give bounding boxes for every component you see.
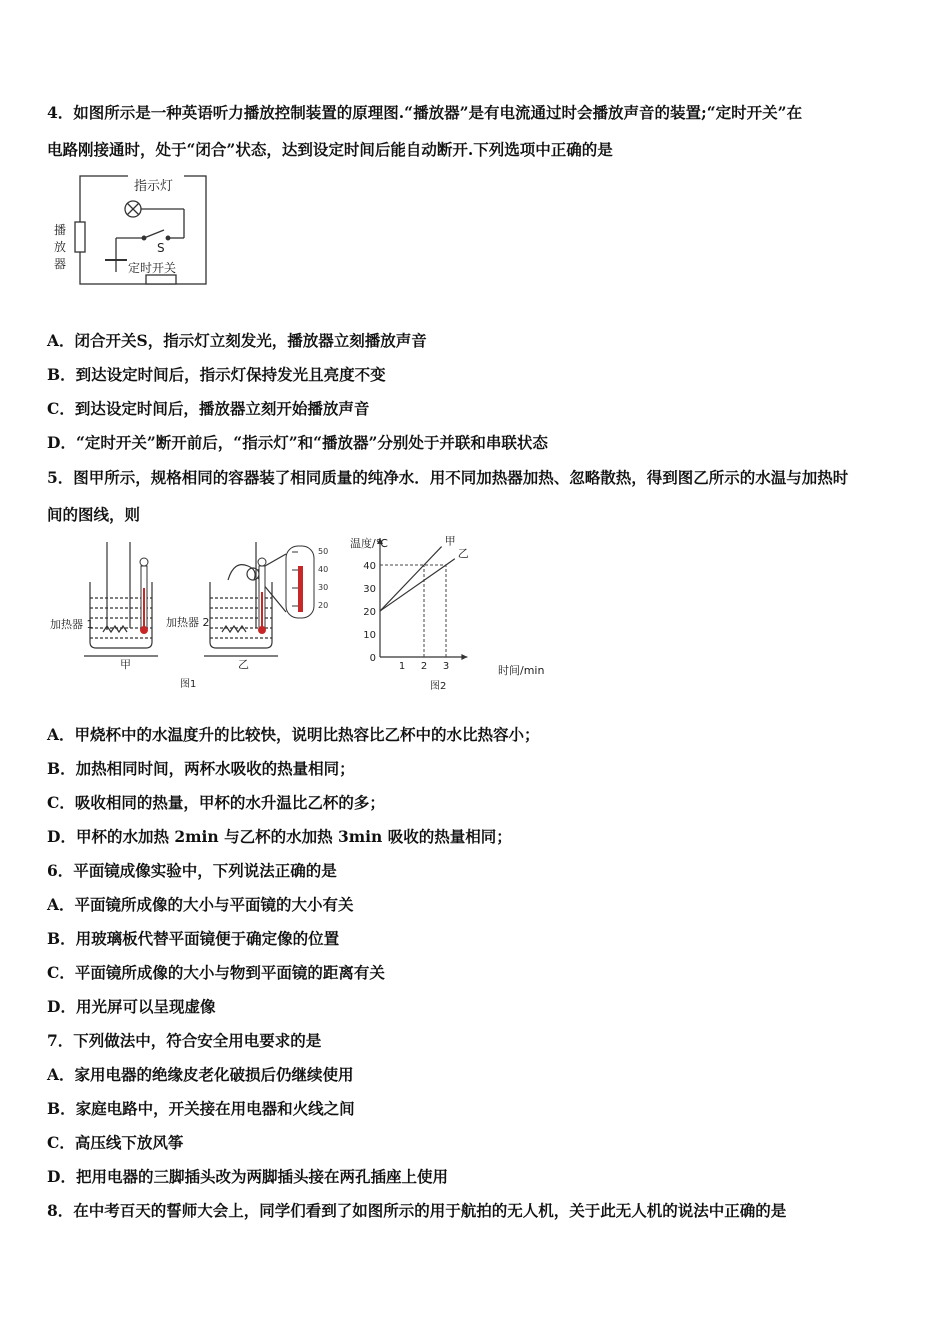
q6-option-a: A．平面镜所成像的大小与平面镜的大小有关 [47,895,354,914]
q4-option-a: A．闭合开关S，指示灯立刻发光，播放器立刻播放声音 [47,331,427,350]
q7-option-c: C．高压线下放风筝 [47,1133,184,1152]
q7-option-d: D．把用电器的三脚插头改为两脚插头接在两孔插座上使用 [47,1167,448,1186]
q4-option-d: D．“定时开关”断开前后，“指示灯”和“播放器”分别处于并联和串联状态 [47,433,548,452]
chart-y-tick-20: 20 [363,607,376,618]
q5-option-b: B．加热相同时间，两杯水吸收的热量相同； [47,759,355,778]
chart-y-tick-30: 30 [363,584,376,595]
q6-option-d: D．用光屏可以呈现虚像 [47,997,216,1016]
q5-option-d: D．甲杯的水加热 2min 与乙杯的水加热 3min 吸收的热量相同； [47,827,512,846]
player-char-2: 放 [54,240,67,254]
chart-y-tick-40: 40 [363,561,376,572]
q7-stem: 7．下列做法中，符合安全用电要求的是 [47,1031,322,1050]
chart-y-tick-10: 10 [363,630,376,641]
q6-stem: 6．平面镜成像实验中，下列说法正确的是 [47,861,337,880]
chart-y-tick-0: 0 [369,653,376,664]
q5-stem-line2: 间的图线，则 [47,505,141,524]
heater2-label: 加热器 2 [166,616,210,629]
chart-x-arrow [461,654,467,660]
chart-series-line-2 [380,559,455,611]
beaker2-label: 乙 [238,658,249,671]
timer-label: 定时开关 [128,261,177,275]
figure2-caption: 图2 [430,681,447,692]
switch-s [144,230,164,238]
q4-circuit-diagram [50,172,210,292]
switch-label: S [157,241,165,255]
beaker1-label: 甲 [120,658,131,671]
q4-option-c: C．到达设定时间后，播放器立刻开始播放声音 [47,399,370,418]
indicator-label: 指示灯 [134,179,174,194]
chart-x-axis-label: 时间/min [498,664,545,677]
q5-option-c: C．吸收相同的热量，甲杯的水升温比乙杯的多； [47,793,385,812]
thermo-tick-30: 30 [318,583,329,592]
thermo-tick-20: 20 [318,601,329,610]
chart-series-line-1 [380,547,442,611]
q6-option-b: B．用玻璃板代替平面镜便于确定像的位置 [47,929,340,948]
chart-x-tick-3: 3 [442,661,450,672]
player-char-3: 器 [54,257,67,271]
heater1-label: 加热器 1 [50,618,94,631]
q8-stem: 8．在中考百天的誓师大会上，同学们看到了如图所示的用于航拍的无人机，关于此无人机的说法中正确的是 [47,1201,787,1220]
chart-series-label-2: 乙 [457,546,469,560]
thermo-tick-40: 40 [318,565,329,574]
q6-option-c: C．平面镜所成像的大小与物到平面镜的距离有关 [47,963,385,982]
chart-x-tick-1: 1 [398,661,406,672]
heater2-coil [222,626,246,632]
q4-option-b: B．到达设定时间后，指示灯保持发光且亮度不变 [47,365,386,384]
q4-stem-line1: 4．如图所示是一种英语听力播放控制装置的原理图.“播放器”是有电流通过时会播放声音的装置;“定时开关”在 [47,103,803,122]
q5-figure2-chart [338,535,558,695]
q7-option-b: B．家庭电路中，开关接在用电器和火线之间 [47,1099,355,1118]
thermometer-2 [258,558,266,634]
chart-x-tick-2: 2 [420,661,428,672]
q5-figure1-beakers [48,540,343,695]
chart-y-axis-label: 温度/℃ [350,537,389,550]
figure1-caption: 图1 [180,679,197,690]
q4-stem-line2: 电路刚接通时，处于“闭合”状态，达到设定时间后能自动断开.下列选项中正确的是 [47,140,613,159]
q5-stem-line1: 5．图甲所示，规格相同的容器装了相同质量的纯净水．用不同加热器加热、忽略散热，得到图乙所示的水温与加热时 [47,468,849,487]
thermo-tick-50: 50 [318,547,329,556]
player-char-1: 播 [54,223,67,237]
thermometer-1 [140,558,148,634]
q5-option-a: A．甲烧杯中的水温度升的比较快，说明比热容比乙杯中的水比热容小； [47,725,540,744]
q7-option-a: A．家用电器的绝缘皮老化破损后仍继续使用 [47,1065,354,1084]
chart-series-label-1: 甲 [444,535,456,548]
